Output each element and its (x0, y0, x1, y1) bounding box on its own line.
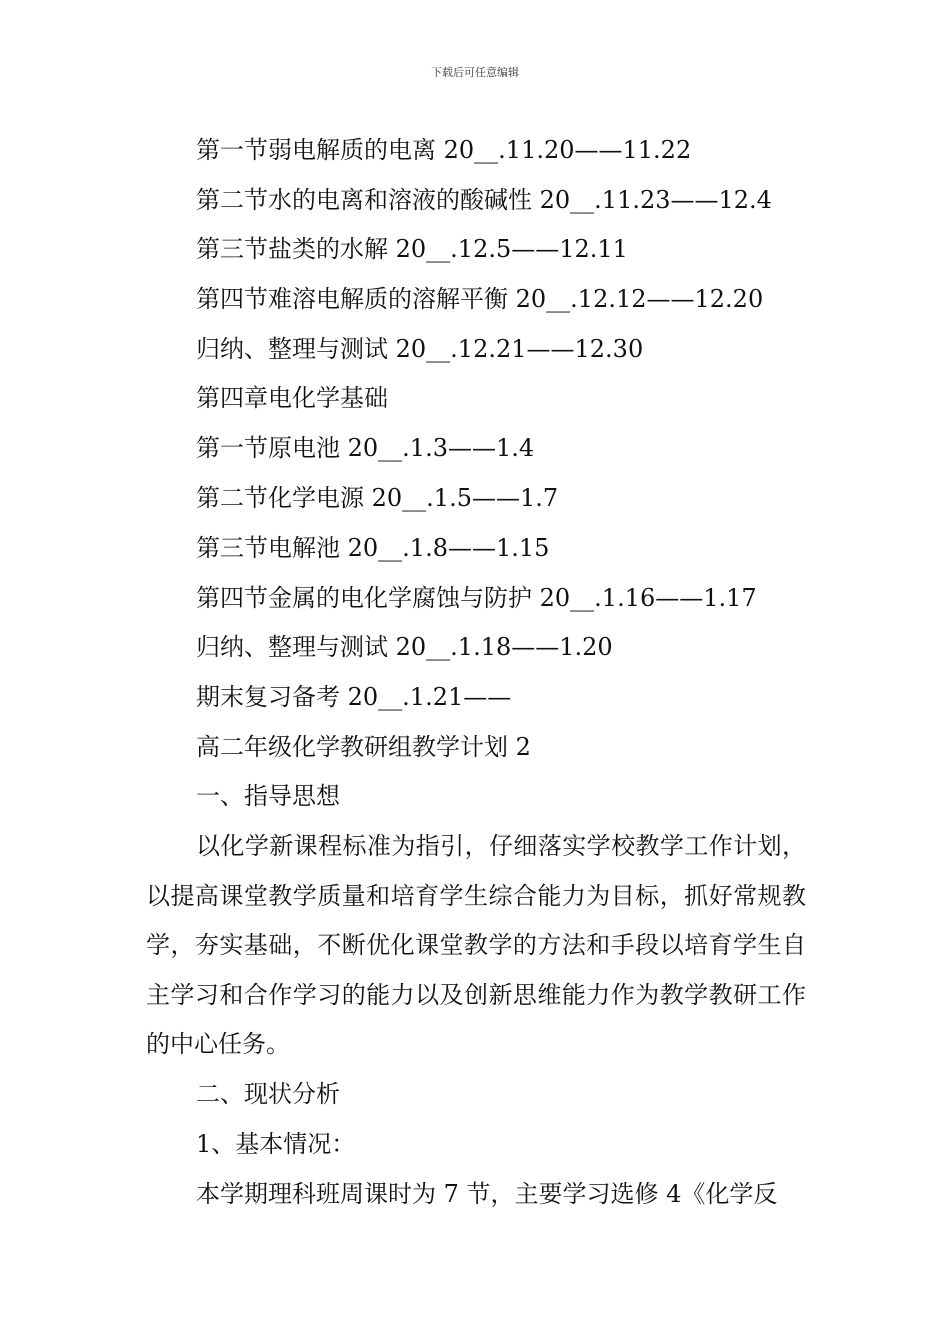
schedule-line: 第二节化学电源 20__.1.5——1.7 (196, 484, 559, 512)
chapter-heading: 第四章电化学基础 (196, 384, 388, 412)
schedule-line: 期末复习备考 20__.1.21—— (196, 683, 512, 711)
schedule-line: 第四节难溶电解质的溶解平衡 20__.12.12——12.20 (196, 285, 764, 313)
schedule-line: 归纳、整理与测试 20__.1.18——1.20 (196, 633, 613, 661)
section-heading: 二、现状分析 (196, 1080, 340, 1108)
document-title: 高二年级化学教研组教学计划 2 (196, 733, 531, 761)
schedule-line: 第三节电解池 20__.1.8——1.15 (196, 534, 550, 562)
schedule-line: 第三节盐类的水解 20__.12.5——12.11 (196, 235, 628, 263)
schedule-line: 第四节金属的电化学腐蚀与防护 20__.1.16——1.17 (196, 584, 757, 612)
schedule-line: 第一节原电池 20__.1.3——1.4 (196, 434, 535, 462)
schedule-line: 第二节水的电离和溶液的酸碱性 20__.11.23——12.4 (196, 186, 772, 214)
body-text-line: 本学期理科班周课时为 7 节，主要学习选修 4《化学反 (196, 1180, 778, 1208)
page-header-note: 下载后可任意编辑 (431, 66, 519, 79)
schedule-line: 归纳、整理与测试 20__.12.21——12.30 (196, 335, 644, 363)
guiding-ideology-paragraph: 以化学新课程标准为指引，仔细落实学校教学工作计划，以提高课堂教学质量和培育学生综合能力为目标，抓好常规教学，夯实基础，不断优化课堂教学的方法和手段以培育学生自主学习和合作学习的能力以及创新思维能力作为教学教研工作的中心任务。 (146, 832, 806, 1059)
section-heading: 一、指导思想 (196, 782, 340, 810)
schedule-line: 第一节弱电解质的电离 20__.11.20——11.22 (196, 136, 692, 164)
subsection-heading: 1、基本情况： (196, 1130, 356, 1158)
